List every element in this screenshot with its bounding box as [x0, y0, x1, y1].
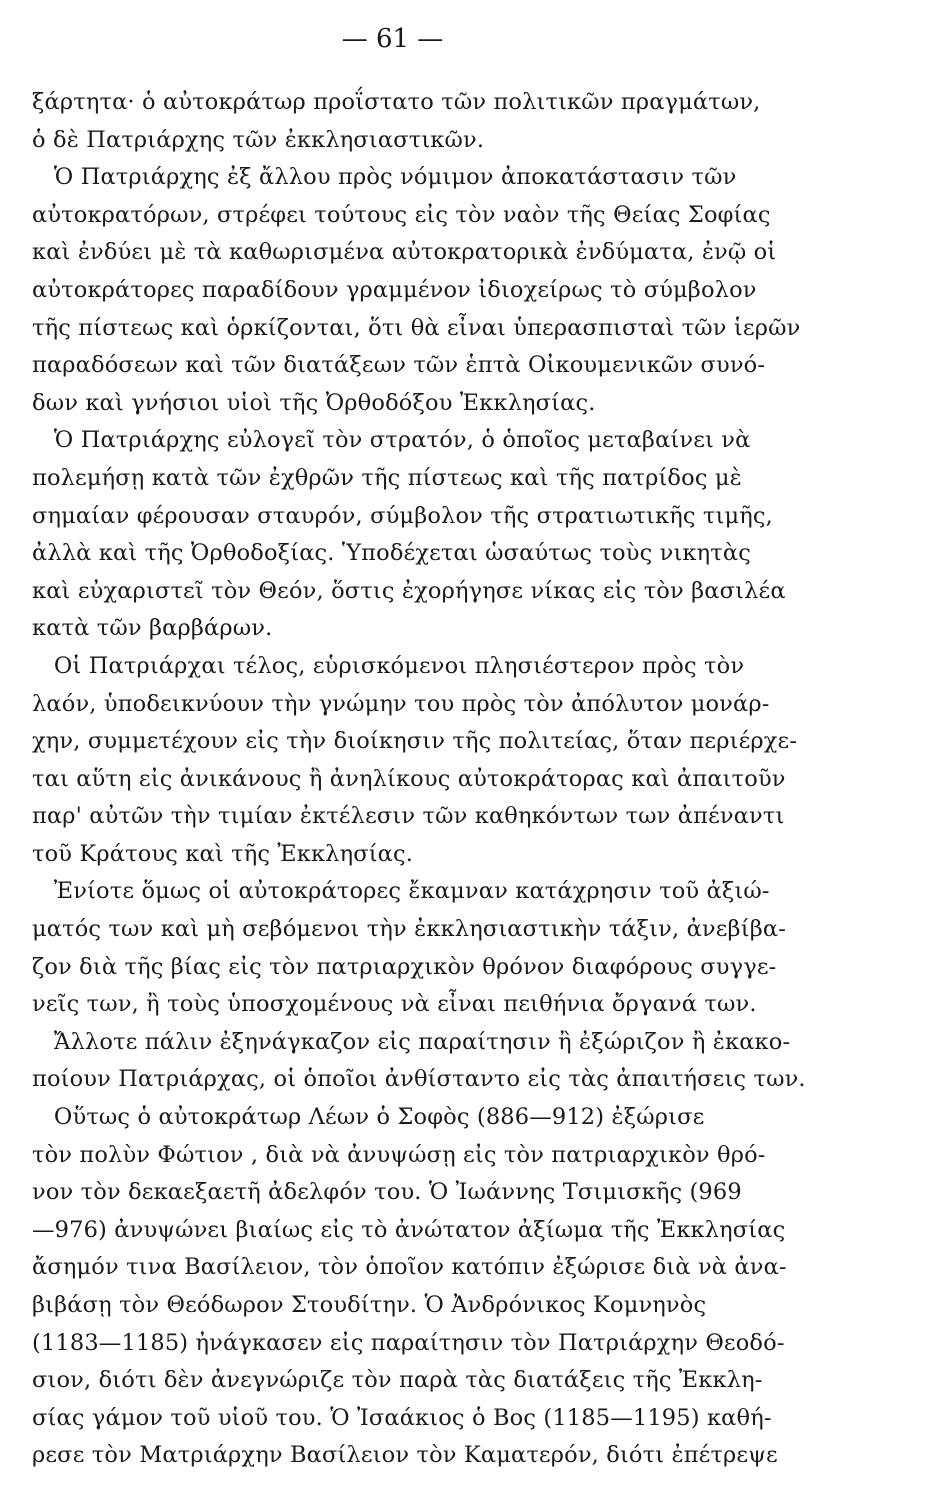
text-line: σίας γάμον τοῦ υἱοῦ του. Ὁ Ἰσαάκιος ὁ Βος (1185—1195) καθή- — [32, 1404, 772, 1431]
page-number: — 61 — — [341, 24, 444, 54]
text-line: τοῦ Κράτους καὶ τῆς Ἐκκλησίας. — [32, 840, 414, 867]
text-line: Ἄλλοτε πάλιν ἐξηνάγκαζον εἰς παραίτησιν ἢ ἐξώριζον ἢ ἐκακο- — [32, 1028, 791, 1055]
text-line: ἄσημόν τινα Βασίλειον, τὸν ὁποῖον κατόπιν ἐξώρισε διὰ νὰ ἀνα- — [32, 1254, 787, 1281]
text-line: νεῖς των, ἢ τοὺς ὑποσχομένους νὰ εἶναι πειθήνια ὄργανά των. — [32, 991, 757, 1018]
text-line: σημαίαν φέρουσαν σταυρόν, σύμβολον τῆς στρατιωτικῆς τιμῆς, — [32, 502, 773, 529]
text-line: παρ' αὐτῶν τὴν τιμίαν ἐκτέλεσιν τῶν καθηκόντων των ἀπέναντι — [32, 803, 785, 830]
text-line: αὐτοκράτορες παραδίδουν γραμμένον ἰδιοχείρως τὸ σύμβολον — [32, 276, 757, 303]
text-line: ὁ δὲ Πατριάρχης τῶν ἐκκλησιαστικῶν. — [32, 126, 485, 153]
text-line: Ἐνίοτε ὅμως οἱ αὐτοκράτορες ἔκαμναν κατάχρησιν τοῦ ἀξιώ- — [32, 878, 770, 905]
text-line: ρεσε τὸν Ματριάρχην Βασίλειον τὸν Καματερόν, διότι ἐπέτρεψε — [32, 1442, 778, 1469]
text-line: ποίουν Πατριάρχας, οἱ ὁποῖοι ἀνθίσταντο εἰς τὰς ἀπαιτήσεις των. — [32, 1066, 806, 1093]
text-line: τῆς πίστεως καὶ ὁρκίζονται, ὅτι θὰ εἶναι ὑπερασπισταὶ τῶν ἱερῶν — [32, 314, 801, 341]
text-line: δων καὶ γνήσιοι υἱοὶ τῆς Ὀρθοδόξου Ἐκκλησίας. — [32, 389, 596, 416]
text-line: κατὰ τῶν βαρβάρων. — [32, 615, 273, 642]
text-line: Οἱ Πατριάρχαι τέλος, εὑρισκόμενοι πλησιέστερον πρὸς τὸν — [32, 652, 745, 679]
text-line: καὶ εὐχαριστεῖ τὸν Θεόν, ὅστις ἐχορήγησε νίκας εἰς τὸν βασιλέα — [32, 577, 786, 604]
text-line: τὸν πολὺν Φώτιον , διὰ νὰ ἀνυψώσῃ εἰς τὸν πατριαρχικὸν θρό- — [32, 1141, 766, 1168]
text-line: ματός των καὶ μὴ σεβόμενοι τὴν ἐκκλησιαστικὴν τάξιν, ἀνεβίβα- — [32, 916, 786, 943]
text-line: πολεμήσῃ κατὰ τῶν ἐχθρῶν τῆς πίστεως καὶ τῆς πατρίδος μὲ — [32, 464, 742, 491]
text-line: αὐτοκρατόρων, στρέφει τούτους εἰς τὸν ναὸν τῆς Θείας Σοφίας — [32, 201, 771, 228]
text-line: ται αὕτη εἰς ἀνικάνους ἢ ἀνηλίκους αὐτοκράτορας καὶ ἀπαιτοῦν — [32, 765, 786, 792]
text-line: χην, συμμετέχουν εἰς τὴν διοίκησιν τῆς πολιτείας, ὅταν περιέρχε- — [32, 728, 798, 755]
text-line: νον τὸν δεκαεξαετῆ ἀδελφόν του. Ὁ Ἰωάννης Τσιμισκῆς (969 — [32, 1179, 742, 1206]
text-line: Οὕτως ὁ αὐτοκράτωρ Λέων ὁ Σοφὸς (886—912) ἐξώρισε — [32, 1104, 705, 1131]
text-line: ξάρτητα· ὁ αὐτοκράτωρ προΐστατο τῶν πολιτικῶν πραγμάτων, — [32, 89, 761, 115]
text-line: παραδόσεων καὶ τῶν διατάξεων τῶν ἑπτὰ Οἰκουμενικῶν συνό- — [32, 352, 766, 379]
text-line: —976) ἀνυψώνει βιαίως εἰς τὸ ἀνώτατον ἀξίωμα τῆς Ἐκκλησίας — [32, 1216, 786, 1243]
text-line: καὶ ἐνδύει μὲ τὰ καθωρισμένα αὐτοκρατορικὰ ἐνδύματα, ἐνῷ οἱ — [32, 239, 777, 266]
text-line: ἀλλὰ καὶ τῆς Ὀρθοδοξίας. Ὑποδέχεται ὡσαύτως τοὺς νικητὰς — [32, 540, 751, 567]
body-text — [32, 84, 822, 1475]
text-line: λαόν, ὑποδεικνύουν τὴν γνώμην του πρὸς τὸν ἀπόλυτον μονάρ- — [32, 690, 770, 717]
text-line: σιον, διότι δὲν ἀνεγνώριζε τὸν παρὰ τὰς διατάξεις τῆς Ἐκκλη- — [32, 1367, 763, 1394]
text-line: (1183—1185) ἠνάγκασεν εἰς παραίτησιν τὸν Πατριάρχην Θεοδό- — [32, 1329, 785, 1356]
text-line: Ὁ Πατριάρχης ἐξ ἄλλου πρὸς νόμιμον ἀποκατάστασιν τῶν — [32, 164, 737, 191]
text-line: Ὁ Πατριάρχης εὐλογεῖ τὸν στρατόν, ὁ ὁποῖος μεταβαίνει νὰ — [32, 427, 751, 454]
text-line: βιβάσῃ τὸν Θεόδωρον Στουδίτην. Ὁ Ἀνδρόνικος Κομνηνὸς — [32, 1292, 707, 1318]
text-line: ζον διὰ τῆς βίας εἰς τὸν πατριαρχικὸν θρόνον διαφόρους συγγε- — [32, 953, 777, 980]
